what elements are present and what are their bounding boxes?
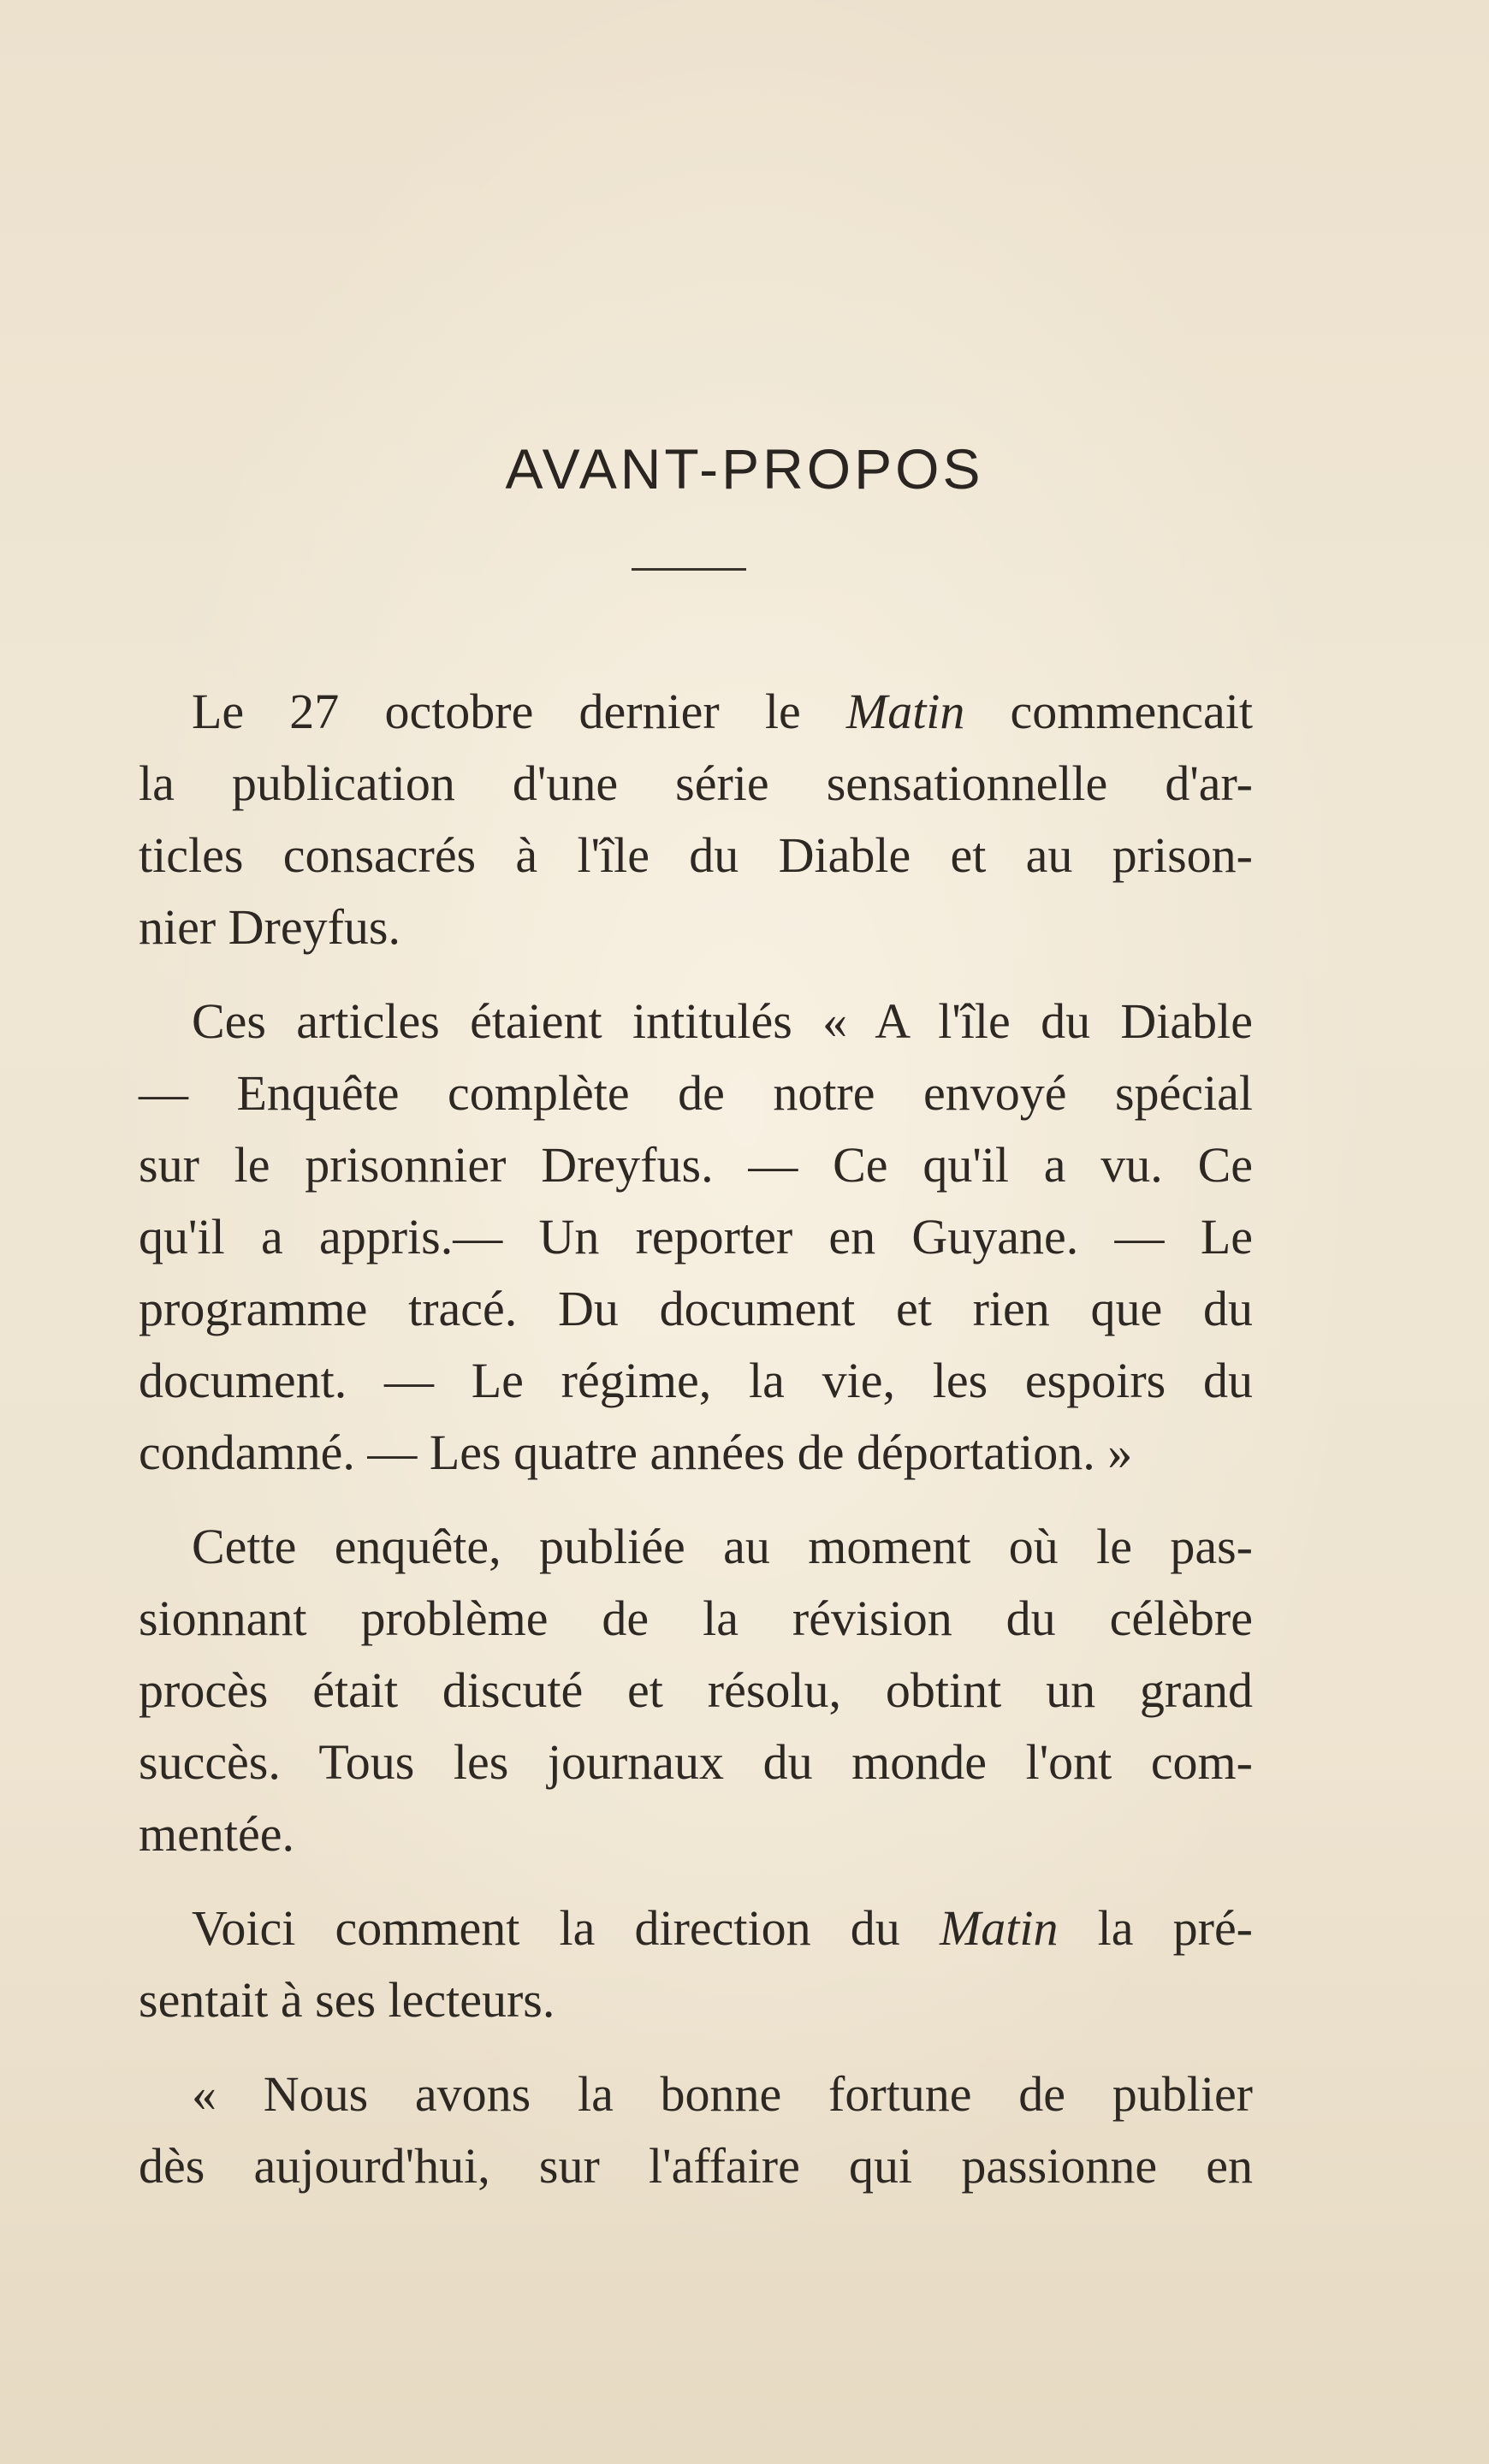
text-line [139, 1892, 1253, 1964]
paragraph-5 [139, 2058, 1253, 2202]
text-line: sionnant problème de la révision du célèbre [139, 1590, 1253, 1646]
paragraph-3 [139, 1511, 1253, 1870]
paragraph-1 [139, 676, 1253, 963]
text-line: mentée. [139, 1806, 294, 1862]
text-line: « Nous avons la bonne fortune de publier [192, 2066, 1253, 2122]
text-line: — Enquête complète de notre envoyé spécial [139, 1065, 1253, 1121]
text-line: sur le prisonnier Dreyfus. — Ce qu'il a vu. Ce [139, 1137, 1253, 1193]
newspaper-name: Matin [939, 1900, 1059, 1956]
title-rule [632, 568, 746, 571]
text-line: succès. Tous les journaux du monde l'ont com- [139, 1734, 1253, 1790]
paragraph-2 [139, 986, 1253, 1489]
paragraph-4 [139, 1892, 1253, 2036]
text-line: procès était discuté et résolu, obtint un grand [139, 1662, 1253, 1718]
text-run: commencait [964, 684, 1253, 739]
text-run: Voici comment la direction du [192, 1900, 940, 1956]
text-line: qu'il a appris.— Un reporter en Guyane. — Le [139, 1209, 1253, 1265]
text-line: ticles consacrés à l'île du Diable et au prison- [139, 827, 1253, 883]
text-line: nier Dreyfus. [139, 899, 401, 955]
text-run: la pré- [1058, 1900, 1253, 1956]
text-line: Cette enquête, publiée au moment où le pas- [192, 1519, 1253, 1574]
body-text [139, 676, 1253, 2224]
text-line: dès aujourd'hui, sur l'affaire qui passionne en [139, 2138, 1253, 2194]
text-line: programme tracé. Du document et rien que du [139, 1281, 1253, 1336]
text-line: la publication d'une série sensationnelle d'ar- [139, 755, 1253, 811]
text-line: document. — Le régime, la vie, les espoirs du [139, 1353, 1253, 1408]
text-line: sentait à ses lecteurs. [139, 1972, 555, 2028]
text-run: Le 27 octobre dernier le [192, 684, 846, 739]
page-title: AVANT-PROPOS [505, 437, 984, 500]
text-line: condamné. — Les quatre années de déportation. » [139, 1424, 1133, 1480]
text-line [139, 676, 1253, 748]
newspaper-name: Matin [845, 684, 965, 739]
text-line: Ces articles étaient intitulés « A l'île du Diable [192, 993, 1253, 1049]
